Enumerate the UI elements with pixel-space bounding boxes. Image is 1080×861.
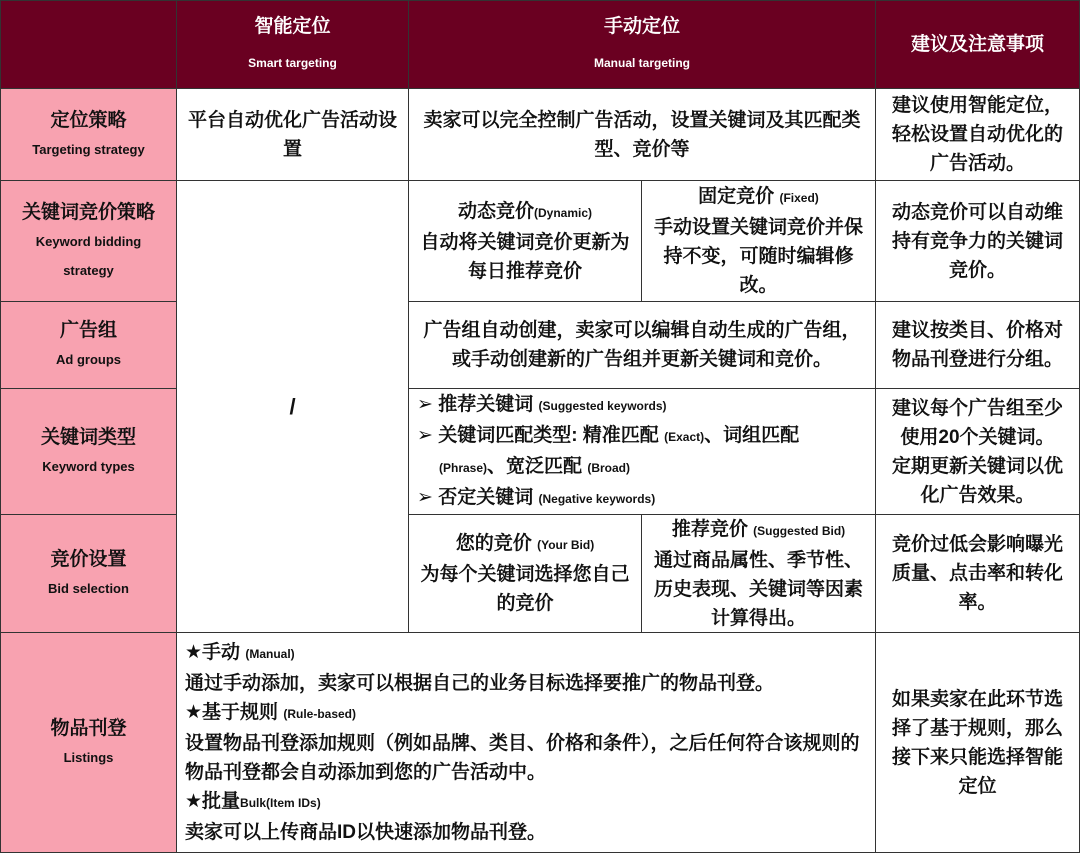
text: 通过手动添加，卖家可以根据自己的业务目标选择要推广的物品刊登。 [185, 673, 775, 694]
text: 自动将关键词竞价更新为每日推荐竞价 [420, 231, 630, 282]
en: (Suggested keywords) [538, 398, 667, 413]
row-label-adgroups [0, 301, 177, 389]
title: ★基于规则 [185, 702, 279, 723]
text: 设置物品刊登添加规则（例如品牌、类目、价格和条件），之后任何符合该规则的物品刊登都会自动添加到您的广告活动中。 [185, 733, 860, 783]
en: (Fixed) [779, 191, 819, 205]
label-en: Keyword bidding strategy [35, 233, 142, 278]
row-label-bid [0, 514, 177, 633]
header-advice [875, 0, 1080, 89]
cell-manual-adgroups: 广告组自动创建，卖家可以编辑自动生成的广告组，或手动创建新的广告组并更新关键词和竞价。 [408, 301, 876, 389]
en: (Negative keywords) [538, 491, 656, 506]
cell-listings-options [176, 632, 876, 853]
cell-smart-targeting: 平台自动优化广告活动设置 [176, 88, 409, 181]
text: 否定关键词 [438, 486, 534, 508]
label-en: Listings [63, 749, 114, 765]
label-en: Keyword types [42, 458, 135, 474]
label-zh: 竞价设置 [50, 548, 127, 570]
en: Bulk(Item IDs) [240, 796, 321, 810]
text: 建议每个广告组至少使用20个关键词。 [891, 397, 1063, 448]
cell-fixed-bid [641, 180, 876, 302]
en: (Rule-based) [283, 707, 357, 721]
cell-advice-adgroups: 建议按类目、价格对物品刊登进行分组。 [875, 301, 1080, 389]
cell-smart-na: / [176, 180, 409, 633]
row-label-bidding [0, 180, 177, 302]
list-item [417, 390, 667, 421]
text: 通过商品属性、季节性、历史表现、关键词等因素计算得出。 [653, 549, 863, 629]
arrow-bullet-icon: ➢ [417, 486, 439, 508]
text: 为每个关键词选择您自己的竞价 [420, 564, 630, 614]
label-en: Bid selection [48, 580, 129, 596]
text: 、宽泛匹配 [487, 455, 583, 477]
en: (Manual) [245, 647, 295, 661]
header-smart-title: 智能定位 [254, 15, 331, 37]
label-zh: 物品刊登 [50, 717, 127, 739]
header-manual-en: Manual targeting [593, 55, 690, 70]
en: (Broad) [587, 460, 630, 475]
label-zh: 广告组 [59, 320, 117, 341]
text: 推荐关键词 [438, 393, 534, 415]
cell-advice-kwtypes [875, 388, 1080, 515]
en: (Exact) [664, 429, 705, 444]
list-item [417, 483, 655, 514]
title: ★手动 [185, 642, 241, 663]
cell-suggested-bid [641, 514, 876, 633]
cell-advice-bid: 竞价过低会影响曝光质量、点击率和转化率。 [875, 514, 1080, 633]
en: (Dynamic) [534, 205, 593, 220]
row-label-targeting [0, 88, 177, 181]
title: 固定竞价 [698, 186, 775, 207]
title: 动态竞价 [457, 200, 534, 222]
text: 、词组匹配 [704, 424, 800, 446]
text: 手动设置关键词竞价并保持不变，可随时编辑修改。 [653, 217, 863, 296]
header-smart [176, 0, 409, 89]
header-corner [0, 0, 177, 89]
header-manual [408, 0, 876, 89]
en: (Your Bid) [537, 538, 595, 552]
header-smart-en: Smart targeting [248, 55, 337, 70]
cell-dynamic-bid [408, 180, 642, 302]
cell-manual-kwtypes [408, 388, 876, 515]
text: 定期更新关键词以优化广告效果。 [891, 455, 1063, 506]
cell-advice-bidding: 动态竞价可以自动维持有竞争力的关键词竞价。 [875, 180, 1080, 302]
arrow-bullet-icon: ➢ [417, 424, 439, 446]
en: (Phrase) [439, 460, 488, 475]
text: 关键词匹配类型: 精准匹配 [438, 424, 659, 446]
header-manual-title: 手动定位 [603, 15, 680, 37]
en: (Suggested Bid) [753, 523, 846, 538]
label-zh: 关键词类型 [40, 426, 136, 448]
cell-advice-targeting: 建议使用智能定位，轻松设置自动优化的广告活动。 [875, 88, 1080, 181]
label-en: Ad groups [56, 352, 121, 367]
label-en: Targeting strategy [32, 141, 145, 157]
title: 您的竞价 [455, 533, 532, 554]
cell-advice-listings: 如果卖家在此环节选择了基于规则，那么接下来只能选择智能定位 [875, 632, 1080, 853]
row-label-kwtypes [0, 388, 177, 515]
cell-manual-targeting: 卖家可以完全控制广告活动，设置关键词及其匹配类型、竞价等 [408, 88, 876, 181]
header-advice-title: 建议及注意事项 [910, 34, 1044, 55]
label-zh: 关键词竞价策略 [21, 201, 155, 223]
label-zh: 定位策略 [50, 109, 127, 131]
text: 卖家可以上传商品ID以快速添加物品刊登。 [185, 822, 547, 843]
arrow-bullet-icon: ➢ [417, 393, 439, 415]
title: ★批量 [185, 791, 241, 812]
row-label-listings [0, 632, 177, 853]
list-item [417, 421, 799, 483]
cell-your-bid [408, 514, 642, 633]
title: 推荐竞价 [671, 518, 748, 540]
